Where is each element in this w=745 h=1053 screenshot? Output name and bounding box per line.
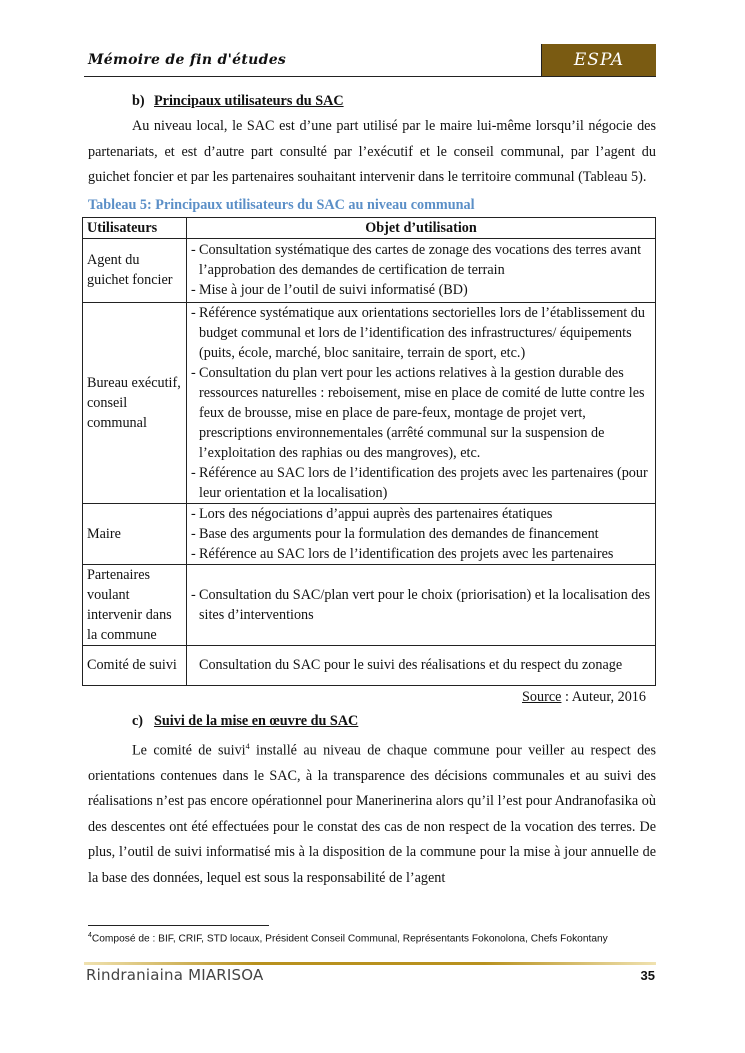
section-b-title: Principaux utilisateurs du SAC — [154, 93, 344, 109]
row-user: Agent du guichet foncier — [83, 238, 187, 302]
page-number: 35 — [640, 968, 655, 983]
row-user: Comité de suivi — [83, 645, 187, 685]
source-label: Source — [522, 688, 562, 705]
row-user: Maire — [83, 503, 187, 564]
table-row — [83, 564, 656, 645]
section-c-marker: c) — [132, 712, 144, 729]
row-user: Bureau exécutif, conseil communal — [83, 302, 187, 503]
source-value: : Auteur, 2016 — [561, 688, 646, 705]
footnote-divider — [88, 925, 269, 926]
footer-author: Rindraniaina MIARISOA — [86, 966, 264, 984]
footnote-text: Composé de : BIF, CRIF, STD locaux, Président Conseil Communal, Représentants Fokonolona, Chefs Fokontany — [91, 933, 608, 945]
header-title: Mémoire de fin d'études — [88, 52, 287, 68]
purpose-item: - Consultation du SAC/plan vert pour le choix (priorisation) et la localisation des sites d’interventions — [191, 585, 651, 625]
footnote — [88, 932, 608, 944]
users-table — [82, 217, 656, 686]
table-row — [83, 302, 656, 503]
purpose-item: - Mise à jour de l’outil de suivi informatisé (BD) — [191, 280, 651, 300]
section-c-paragraph — [88, 734, 656, 892]
section-b-marker: b) — [132, 93, 145, 109]
table-caption: Tableau 5: Principaux utilisateurs du SAC au niveau communal — [88, 196, 475, 213]
section-c-heading — [132, 708, 656, 734]
table-header-row — [83, 217, 656, 238]
section-b-heading — [132, 88, 656, 114]
page-content — [88, 88, 656, 891]
header-badge: ESPA — [541, 44, 656, 76]
row-purpose — [187, 302, 656, 503]
table-source — [88, 686, 656, 708]
paragraph-text: Le comité de suivi — [132, 742, 246, 759]
purpose-item: - Référence systématique aux orientations sectorielles lors de l’établissement du budget communal et lors de l’identification des infrastructures/ équipements (puits, école, marché, bloc sanitaire, terrain de sport, etc.) — [191, 303, 651, 363]
section-c-title: Suivi de la mise en œuvre du SAC — [154, 712, 359, 729]
table-row — [83, 503, 656, 564]
footnote-number: 4 — [88, 932, 92, 939]
section-b-paragraph: Au niveau local, le SAC est d’une part utilisé par le maire lui-même lorsqu’il négocie des partenariats, et est d’autre part consulté par l’exécutif et le conseil communal, par l’agent du guichet foncier et par les partenaires souhaitant intervenir dans le territoire communal (Tableau 5). — [88, 118, 656, 185]
row-purpose — [187, 238, 656, 302]
row-purpose — [187, 564, 656, 645]
table-row — [83, 238, 656, 302]
table-row — [83, 645, 656, 685]
column-header-users: Utilisateurs — [83, 217, 187, 238]
footer-divider — [84, 962, 656, 965]
purpose-item: - Référence au SAC lors de l’identification des projets avec les partenaires (pour leur orientation et la localisation) — [191, 463, 651, 503]
page-header — [84, 44, 656, 77]
purpose-item: - Lors des négociations d’appui auprès des partenaires étatiques — [191, 504, 651, 524]
purpose-item: - Consultation du plan vert pour les actions relatives à la gestion durable des ressources naturelles : reboisement, mise en place de comité de lutte contre les feux de brousse, mise en place de pare-feux, montage de projet vert, prescriptions environnementales (arrêté communal sur la suspension de l’exploitation des raphias ou des mangroves), etc. — [191, 363, 651, 463]
paragraph-text: installé au niveau de chaque commune pour veiller au respect des orientations contenues dans le SAC, à la transparence des décisions communales et au suivi des réalisations n’est pas encore opérationnel pour Manerinerina alors qu’il l’est pour Andranofasika où des descentes ont été effectuées pour le constat des cas de non respect de la vocation des terres. De plus, l’outil de suivi informatisé mis à la disposition de la commune pour la mise à jour annuelle de la base des données, lequel est sous la responsabilité de l’agent — [88, 742, 656, 886]
row-user: Partenaires voulant intervenir dans la commune — [83, 564, 187, 645]
purpose-item: - Base des arguments pour la formulation des demandes de financement — [191, 524, 651, 544]
purpose-item: - Consultation systématique des cartes de zonage des vocations des terres avant l’approbation des demandes de certification de terrain — [191, 240, 651, 280]
footnote-ref[interactable]: 4 — [245, 741, 250, 751]
row-purpose: Consultation du SAC pour le suivi des réalisations et du respect du zonage — [187, 645, 656, 685]
column-header-purpose: Objet d’utilisation — [187, 217, 656, 238]
purpose-item: - Référence au SAC lors de l’identification des projets avec les partenaires — [191, 544, 651, 564]
row-purpose — [187, 503, 656, 564]
